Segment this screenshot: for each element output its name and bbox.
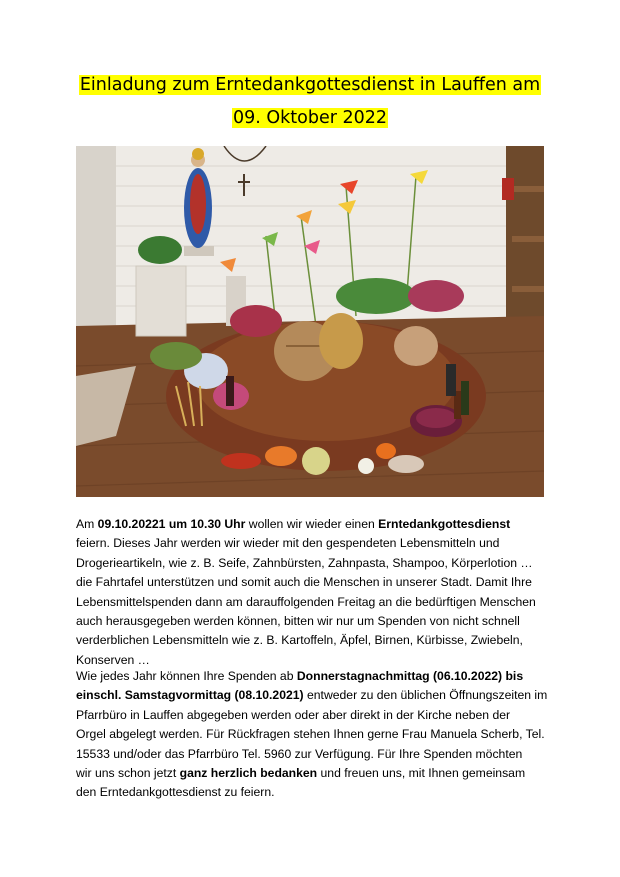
photo-illustration	[76, 146, 544, 497]
donation-start-bold: Donnerstagnachmittag (06.10.2022) bis	[296, 669, 524, 683]
donation-end-bold: einschl. Samstagvormittag (08.10.2021)	[76, 688, 304, 703]
paragraph-1: Am 09.10.20221 um 10.30 Uhr wollen wir wieder einen Erntedankgottesdienst feiern. Dieses Jahr werden wir wieder mit den gespendeten Lebensmitteln und Drogerieartikeln, wie z. B. Seife, Zahnbürsten, Zahnpasta, Shampoo, Körperlotion … die Fahrtafel unterstützen und somit auch die Menschen in unserer Stadt. Damit Ihre Lebensmittelspenden dann am darauffolgenden Freitag an die bedürftigen Menschen auch herausgegeben werden können, bitten wir nur um Spenden von nicht schnell verderblichen Lebensmitteln wie z. B. Kartoffeln, Äpfel, Birnen, Kürbisse, Zwiebeln, Konserven …	[76, 517, 536, 667]
thanks-bold: ganz herzlich bedanken	[179, 766, 318, 781]
harvest-altar-photo	[76, 146, 544, 497]
title-line-2: 09. Oktober 2022	[232, 108, 388, 128]
title-line-1: Einladung zum Erntedankgottesdienst in Lauffen am	[79, 75, 541, 95]
paragraph-2: Wie jedes Jahr können Ihre Spenden ab Donnerstagnachmittag (06.10.2022) bis einschl. Samstagvormittag (08.10.2021) entweder zu den üblichen Öffnungszeiten im Pfarrbüro in Lauffen abgegeben werden oder aber direkt in der Kirche neben der Orgel abgelegt werden. Für Rückfragen stehen Ihnen gerne Frau Manuela Scherb, Tel. 15533 und/oder das Pfarrbüro Tel. 5960 zur Verfügung. Für Ihre Spenden möchten wir uns schon jetzt ganz herzlich bedanken und freuen uns, mit Ihnen gemeinsam den Erntedankgottesdienst zu feiern.	[76, 669, 548, 800]
date-time-bold: 09.10.20221 um 10.30 Uhr	[97, 517, 246, 531]
service-name-bold: Erntedankgottesdienst	[378, 517, 511, 531]
